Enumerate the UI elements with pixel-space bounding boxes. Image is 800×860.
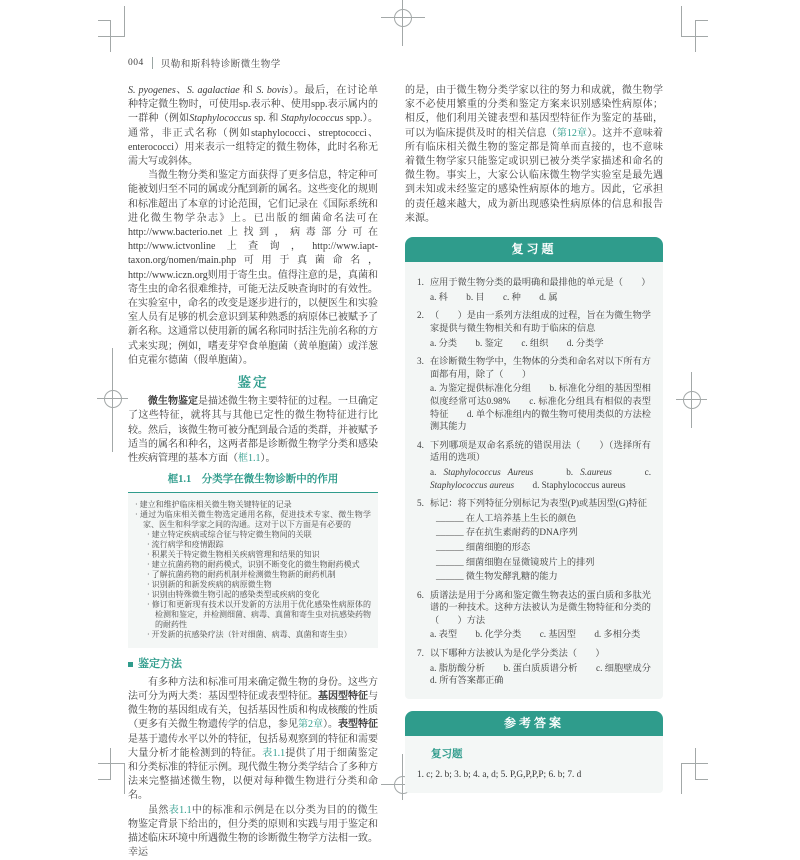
paragraph-identification-intro: 微生物鉴定是描述微生物主要特征的过程。一旦确定了这些特征，就将其与其他已定性的微生物特征进行比较。然后，该微生物可被分配到最合适的类群，并被赋予适当的属名和种名，这两者都是诊断微生物学分类和感染性疾病管理的基本方面（框1.1）。: [128, 396, 378, 465]
box-list-subitem: · 积累关于特定微生物相关疾病管理和结果的知识: [135, 550, 371, 560]
question-content: [430, 355, 651, 433]
question-text: 下列哪项是双命名系统的错误用法（ ）（选择所有适用的选项）: [430, 439, 651, 463]
right-column: [405, 84, 670, 793]
question-5: [417, 497, 651, 583]
book-title: 贝勒和斯科特诊断微生物学: [160, 60, 281, 70]
mark-line: [110, 20, 111, 52]
review-questions-box: [405, 237, 670, 699]
question-options: a. 分类 b. 鉴定 c. 组织 d. 分类学: [430, 337, 604, 348]
question-6: [417, 589, 651, 641]
blank-underline: ______: [436, 556, 464, 567]
mark-line: [695, 20, 708, 21]
question-content: [430, 589, 651, 641]
blank-label: 微生物发酵乳糖的能力: [465, 571, 558, 582]
mark-line: [98, 36, 125, 37]
mark-line: [98, 20, 111, 21]
subsection-identification-methods: [128, 657, 378, 671]
question-options: a. 科 b. 目 c. 种 d. 属: [430, 291, 558, 302]
paragraph-table-note: 虽然表1.1中的标准和示例是在以分类为目的的微生物鉴定背景下给出的，但分类的原则和实践与用于鉴定和描述临床环境中所遇微生物的诊断微生物学方法相一致。幸运: [128, 804, 379, 859]
review-questions-body: [405, 262, 670, 699]
blank-underline: ______: [436, 571, 464, 582]
square-bullet-icon: [128, 662, 133, 667]
mark-circle: [104, 390, 122, 408]
blank-label: 在人工培养基上生长的颜色: [465, 512, 577, 523]
blank-label: 细菌细胞的形态: [465, 541, 531, 552]
question-content: [430, 439, 651, 491]
mark-line: [681, 6, 682, 36]
question-text: 在诊断微生物学中，生物体的分类和命名对以下所有方面都有用，除了（ ）: [430, 356, 651, 379]
paragraph-taxonomy-changes: 当微生物分类和鉴定方面获得了更多信息，特定种可能被划归至不同的属或分配到新的属名。这些变化的规则和标准超出了本章的讨论范围，它们记录在《国际系统和进化微生物学杂志》上。已出版的细菌命名法可在http://www.bacterio.net上找到，病毒部分可在http://www.ictvonline上查询，http://www.iapt-taxon.org/nomen/main.php可用于真菌命名，http://www.iczn.org则用于寄生虫。值得注意的是，真菌和寄生虫的命名很难维持，可能无法反映查询时的有效性。在实验室中，命名的改变是逐步进行的，以便医生和实验室人员有足够的机会意识到某种熟悉的病原体已被赋予了新名称。这通常以使用新的属名称同时括注先前名称的方式来实现；例如，嗜麦芽窄食单胞菌（黄单胞菌）或洋葱伯克霍尔德菌（假单胞菌）。: [128, 170, 378, 366]
box-list-subitem: · 建立特定疾病或综合征与特定微生物间的关联: [135, 530, 371, 540]
box-1-1-title: 框1.1 分类学在微生物诊断中的作用: [167, 474, 339, 486]
paragraph-methods: 有多种方法和标准可用来确定微生物的身份。这些方法可分为两大类：基因型特征或表型特征。基因型特征与微生物的基因组成有关，包括基因性质和构成核酸的性质（更多有关微生物遗传学的信息，参见第2章）。表型特征是基于遗传水平以外的特征，包括易观察到的特征和需要大量分析才能检测到的特征。表1.1提供了用于细菌鉴定和分类标准的特征示例。现代微生物分类学结合了多种方法来完整描述微生物，以便对每种微生物进行分类和命名。: [128, 676, 379, 802]
blank-underline: ______: [436, 512, 464, 523]
fill-blank-item: [430, 556, 651, 569]
mark-line: [98, 779, 111, 780]
left-column: [128, 84, 378, 860]
blank-label: 存在抗生素耐药的DNA序列: [465, 527, 578, 538]
question-number: 4.: [417, 439, 424, 450]
question-options: a. 为鉴定提供标准化分组 b. 标准化分组的基因型相似度经常可达0.98% c. 标准化分组具有相似的表型特征 d. 单个标准组内的微生物可使用类似的方法检测其能力: [430, 383, 651, 432]
answers-subtitle: 复习题: [431, 748, 463, 761]
box-list-item: · 建立和维护临床相关微生物关键特征的记录: [135, 500, 371, 510]
blank-label: 细菌细胞在显微镜玻片上的排列: [465, 556, 595, 567]
reference-answers-header: 参考答案: [405, 711, 663, 736]
running-head-divider: [152, 57, 153, 69]
fill-blank-item: [430, 512, 651, 525]
paragraph-clinical-lab: 的是，由于微生物分类学家以往的努力和成就，微生物学家不必使用繁重的分类和鉴定方案来识别感染性病原体；相反，他们利用关键表型和基因型特征作为鉴定的基础，可以为临床提供及时的相关信息（第12章）。这并不意味着所有临床相关微生物的鉴定都是简单而直接的，也不意味着微生物学家只能鉴定或识别已被分类学家描述和命名的微生物。事实上，大家公认临床微生物学实验室是最先遇到未知或未经鉴定的感染性病原体的地方。因此，它承担的责任越来越大，成为新出现感染性病原体的信息和报告来源。: [405, 85, 664, 224]
mark-line: [98, 763, 125, 764]
box-list-subitem: · 了解抗菌药物的耐药机制并检测微生物新的耐药机制: [135, 570, 371, 580]
fill-blank-item: [430, 541, 651, 554]
mark-line: [124, 764, 125, 794]
box-list-subitem: · 开发新的抗感染疗法（针对细菌、病毒、真菌和寄生虫）: [135, 630, 371, 640]
page-number: 004: [128, 58, 144, 68]
box-list-subitem: · 建立抗菌药物的耐药模式，识别不断变化的微生物耐药模式: [135, 560, 371, 570]
mark-circle: [683, 391, 701, 409]
running-head: [128, 56, 281, 70]
answers-line: 1. c; 2. b; 3. b; 4. a, d; 5. P,G,P,P,P; 6. b; 7. d: [417, 770, 582, 781]
box-list-item: · 通过为临床相关微生物选定通用名称，促进技术专家、微生物学家、医生和科学家之间的沟通。这对于以下方面是有必要的: [135, 510, 371, 530]
question-7: [417, 647, 670, 687]
box-list-subitem: · 识别新的和新发疾病的病原微生物: [135, 580, 371, 590]
blank-underline: ______: [436, 541, 464, 552]
box-list-subitem: · 修订和更新现有技术以开发新的方法用于优化感染性病原体的检测和鉴定，并检测细菌、病毒、真菌和寄生虫对抗感染药物的耐药性: [135, 600, 371, 630]
mark-line: [695, 779, 708, 780]
question-3: [417, 355, 651, 433]
fill-blank-item: [430, 526, 651, 539]
box-1-1: [128, 473, 378, 648]
reference-answers-body: [405, 736, 663, 793]
question-options: a. 表型 b. 化学分类 c. 基因型 d. 多相分类: [430, 629, 641, 640]
question-text: 应用于微生物分类的最明确和最排他的单元是（ ）: [430, 277, 651, 288]
mark-circle: [394, 9, 412, 27]
question-2: [417, 309, 651, 349]
question-4: [417, 439, 651, 491]
question-text: 质谱法是用于分离和鉴定微生物表达的蛋白质和多肽光谱的一种技术。这种方法被认为是微生物特征和分类的（ ）方法: [430, 589, 651, 625]
question-number: 5.: [417, 498, 424, 509]
mark-line: [124, 6, 125, 36]
blank-underline: ______: [436, 527, 464, 538]
question-text: 以下哪种方法被认为是化学分类法（ ）: [430, 648, 605, 659]
reference-answers-box: [405, 711, 663, 794]
question-text: 标记：将下列特征分别标记为表型(P)或基因型(G)特征: [430, 498, 647, 509]
question-1: [417, 276, 651, 303]
paragraph-species-naming: S. pyogenes、S. agalactiae 和 S. bovis）。最后，在讨论单种特定微生物时，可使用sp.表示种、使用spp.表示属内的一群种（例如Staphylococcus sp. 和 Staphylococcus spp.）。通常，非正式名称（例如staphylococci、streptococci、enterococci）用来表示一组特定的微生物体，此时名称无需大写或斜体。: [128, 85, 379, 168]
question-content: [430, 309, 651, 349]
question-number: 2.: [417, 310, 424, 321]
question-options: a. Staphylococcus Aureus b. S.aureus c. Staphylococcus aureus d. Staphylococcus aureus: [430, 466, 652, 490]
mark-line: [681, 764, 682, 794]
question-content: [430, 276, 651, 303]
mark-line: [695, 20, 696, 52]
question-content: [430, 647, 670, 687]
question-content: [430, 497, 651, 583]
box-list-subitem: · 流行病学和疫情跟踪: [135, 540, 371, 550]
fill-blank-item: [430, 570, 651, 583]
question-number: 3.: [417, 356, 424, 367]
question-options: a. 脂肪酸分析 b. 蛋白质质谱分析 c. 细胞壁成分 d. 所有答案都正确: [430, 662, 670, 686]
box-list-subitem: · 识别由特殊微生物引起的感染类型或疾病的变化: [135, 590, 371, 600]
section-heading-identification: 鉴定: [237, 375, 269, 391]
question-number: 7.: [417, 648, 424, 659]
question-number: 6.: [417, 589, 424, 600]
question-number: 1.: [417, 277, 424, 288]
box-1-1-list: [128, 493, 378, 648]
review-questions-header: 复习题: [405, 237, 663, 262]
subsection-title: 鉴定方法: [138, 658, 182, 671]
mark-line: [695, 748, 696, 780]
question-text: （ ）是由一系列方法组成的过程，旨在为微生物学家提供与微生物相关和有助于临床的信息: [430, 310, 651, 334]
mark-line: [110, 748, 111, 780]
